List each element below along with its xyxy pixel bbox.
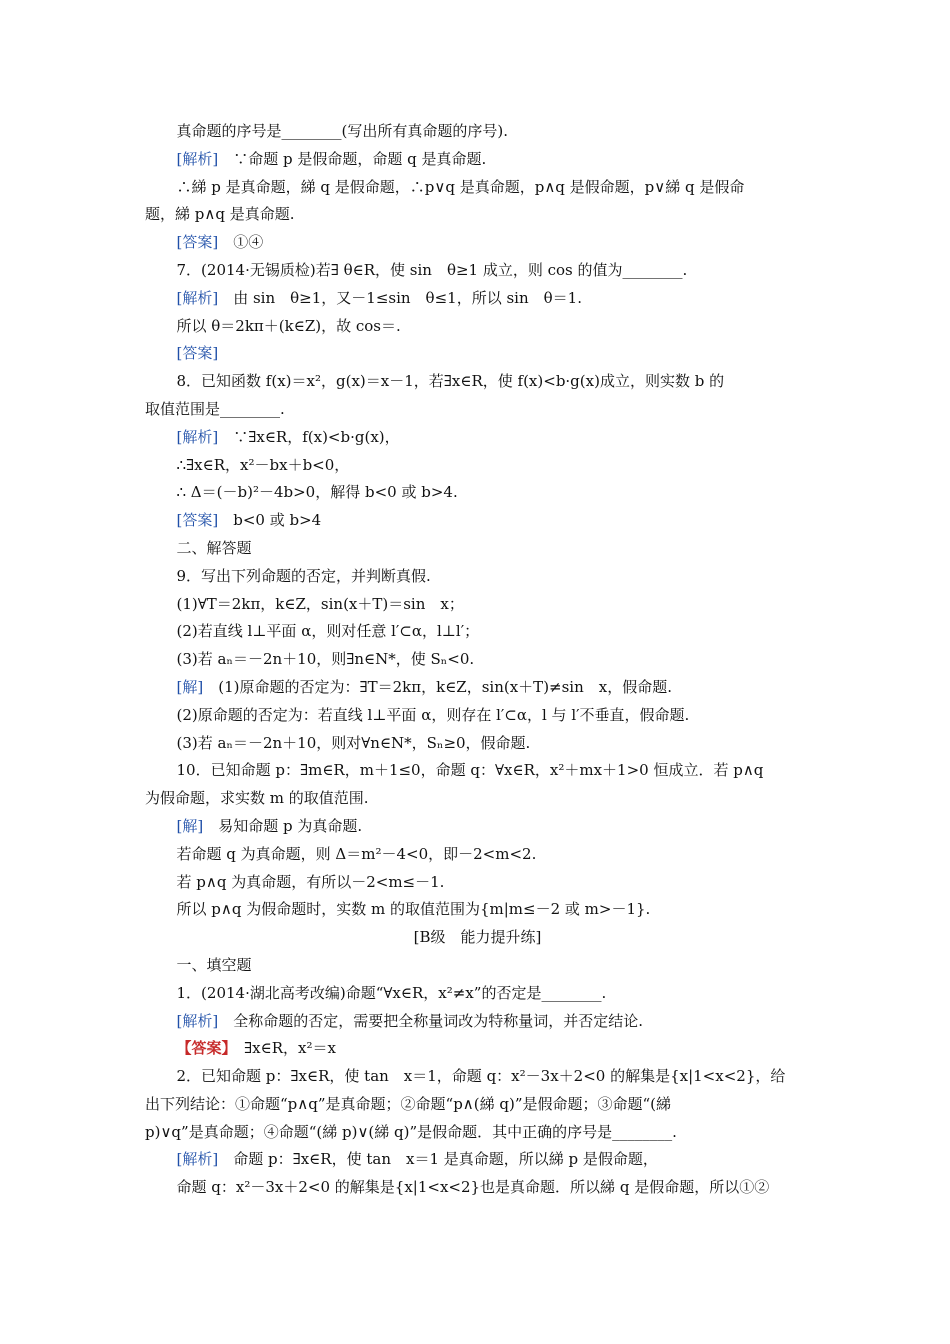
section-label: [解析] <box>176 1011 219 1030</box>
line-text: 为假命题，求实数 m 的取值范围. <box>145 789 369 808</box>
text-line <box>145 1063 810 1091</box>
line-text: 取值范围是________. <box>145 399 285 418</box>
line-text: 命题 q：x²－3x＋2<0 的解集是{x|1<x<2}也是真命题．所以綈 q 是假命题，所以①② <box>176 1178 770 1197</box>
text-line <box>145 896 810 924</box>
text-line <box>145 674 810 702</box>
line-text: (3)若 aₙ＝－2n＋10，则对∀n∈N*，Sₙ≥0，假命题. <box>176 733 531 752</box>
text-line <box>145 1091 810 1119</box>
line-text: 二、解答题 <box>176 538 252 557</box>
section-label: [解析] <box>176 1150 219 1169</box>
line-text: [B级 能力提升练] <box>413 928 542 947</box>
document-body <box>145 118 810 1202</box>
text-line <box>145 396 810 424</box>
text-line <box>145 313 810 341</box>
section-label: [答案] <box>176 233 219 252</box>
text-line <box>145 702 810 730</box>
text-line <box>145 785 810 813</box>
line-text: 9．写出下列命题的否定，并判断真假. <box>176 566 431 585</box>
line-text: 8．已知函数 f(x)＝x²，g(x)＝x－1，若∃x∈R，使 f(x)<b·g(x)成立，则实数 b 的 <box>176 372 725 391</box>
line-text: ∴ Δ＝(－b)²－4b>0，解得 b<0 或 b>4. <box>176 483 458 502</box>
section-label: [解] <box>176 677 204 696</box>
text-line <box>145 535 810 563</box>
text-line <box>145 1035 810 1063</box>
line-text: 7．(2014·无锡质检)若∃ θ∈R，使 sin θ≥1 成立，则 cos 的值为________. <box>176 260 688 279</box>
line-text: 所以 p∧q 为假命题时，实数 m 的取值范围为{m|m≤－2 或 m>－1}. <box>176 900 651 919</box>
text-line <box>145 924 810 952</box>
line-text: ①④ <box>218 233 264 252</box>
text-line <box>145 257 810 285</box>
text-line <box>145 479 810 507</box>
text-line <box>145 340 810 368</box>
line-text: ∵∃x∈R，f(x)<b·g(x)， <box>218 427 400 446</box>
line-text: 若 p∧q 为真命题，有所以－2<m≤－1. <box>176 872 445 891</box>
text-line <box>145 591 810 619</box>
text-line <box>145 229 810 257</box>
line-text: 一、填空题 <box>176 955 252 974</box>
line-text: 所以 θ＝2kπ＋(k∈Z)，故 cos＝. <box>176 316 401 335</box>
text-line <box>145 424 810 452</box>
line-text: ∃x∈R，x²＝x <box>229 1039 336 1058</box>
text-line <box>145 1146 810 1174</box>
text-line <box>145 146 810 174</box>
text-line <box>145 841 810 869</box>
line-text: ∴∃x∈R，x²－bx＋b<0， <box>176 455 350 474</box>
section-label: [解析] <box>176 427 219 446</box>
text-line <box>145 757 810 785</box>
answer-label: 【答案】 <box>176 1039 230 1058</box>
text-line <box>145 980 810 1008</box>
section-label: [解析] <box>176 149 219 168</box>
section-label: [解] <box>176 816 204 835</box>
line-text: 真命题的序号是________(写出所有真命题的序号). <box>176 122 508 140</box>
text-line <box>145 563 810 591</box>
text-line <box>145 869 810 897</box>
line-text: (2)若直线 l⊥平面 α，则对任意 l′⊂α，l⊥l′； <box>176 622 480 641</box>
text-line <box>145 118 810 146</box>
line-text: ∵命题 p 是假命题，命题 q 是真命题. <box>218 149 487 168</box>
line-text: ∴綈 p 是真命题，綈 q 是假命题，∴p∨q 是真命题，p∧q 是假命题，p∨綈 q 是假命 <box>176 177 745 196</box>
line-text: 题，綈 p∧q 是真命题. <box>145 205 295 224</box>
line-text: 10．已知命题 p：∃m∈R，m＋1≤0，命题 q：∀x∈R，x²＋mx＋1>0 恒成立．若 p∧q <box>176 761 764 780</box>
text-line <box>145 952 810 980</box>
section-label: [答案] <box>176 511 219 530</box>
line-text: 由 sin θ≥1，又－1≤sin θ≤1，所以 sin θ＝1. <box>218 288 582 307</box>
line-text: 若命题 q 为真命题，则 Δ＝m²－4<0，即－2<m<2. <box>176 844 537 863</box>
section-label: [解析] <box>176 288 219 307</box>
line-text: 1．(2014·湖北高考改编)命题“∀x∈R，x²≠x”的否定是________. <box>176 983 607 1002</box>
line-text: b<0 或 b>4 <box>218 511 322 530</box>
line-text: (3)若 aₙ＝－2n＋10，则∃n∈N*，使 Sₙ<0. <box>176 650 475 669</box>
line-text: (1)∀T＝2kπ，k∈Z，sin(x＋T)＝sin x； <box>176 594 464 613</box>
line-text: (1)原命题的否定为：∃T＝2kπ，k∈Z，sin(x＋T)≠sin x，假命题. <box>203 677 672 696</box>
text-line <box>145 507 810 535</box>
line-text: 易知命题 p 为真命题. <box>203 816 363 835</box>
text-line <box>145 646 810 674</box>
text-line <box>145 1008 810 1036</box>
text-line <box>145 452 810 480</box>
line-text: 出下列结论：①命题“p∧q”是真命题；②命题“p∧(綈 q)”是假命题；③命题“(綈 <box>145 1094 672 1113</box>
line-text: (2)原命题的否定为：若直线 l⊥平面 α，则存在 l′⊂α，l 与 l′不垂直，假命题. <box>176 705 690 724</box>
line-text: p)∨q”是真命题；④命题“(綈 p)∨(綈 q)”是假命题．其中正确的序号是________. <box>145 1122 677 1141</box>
text-line <box>145 1119 810 1147</box>
text-line <box>145 618 810 646</box>
line-text: 命题 p：∃x∈R，使 tan x＝1 是真命题，所以綈 p 是假命题， <box>218 1150 658 1169</box>
text-line <box>145 285 810 313</box>
text-line <box>145 730 810 758</box>
text-line <box>145 174 810 202</box>
text-line <box>145 368 810 396</box>
text-line <box>145 813 810 841</box>
text-line <box>145 201 810 229</box>
line-text: 2．已知命题 p：∃x∈R，使 tan x＝1，命题 q：x²－3x＋2<0 的解集是{x|1<x<2}，给 <box>176 1067 786 1086</box>
line-text: 全称命题的否定，需要把全称量词改为特称量词，并否定结论. <box>218 1011 643 1030</box>
text-line <box>145 1174 810 1202</box>
section-label: [答案] <box>176 344 219 363</box>
